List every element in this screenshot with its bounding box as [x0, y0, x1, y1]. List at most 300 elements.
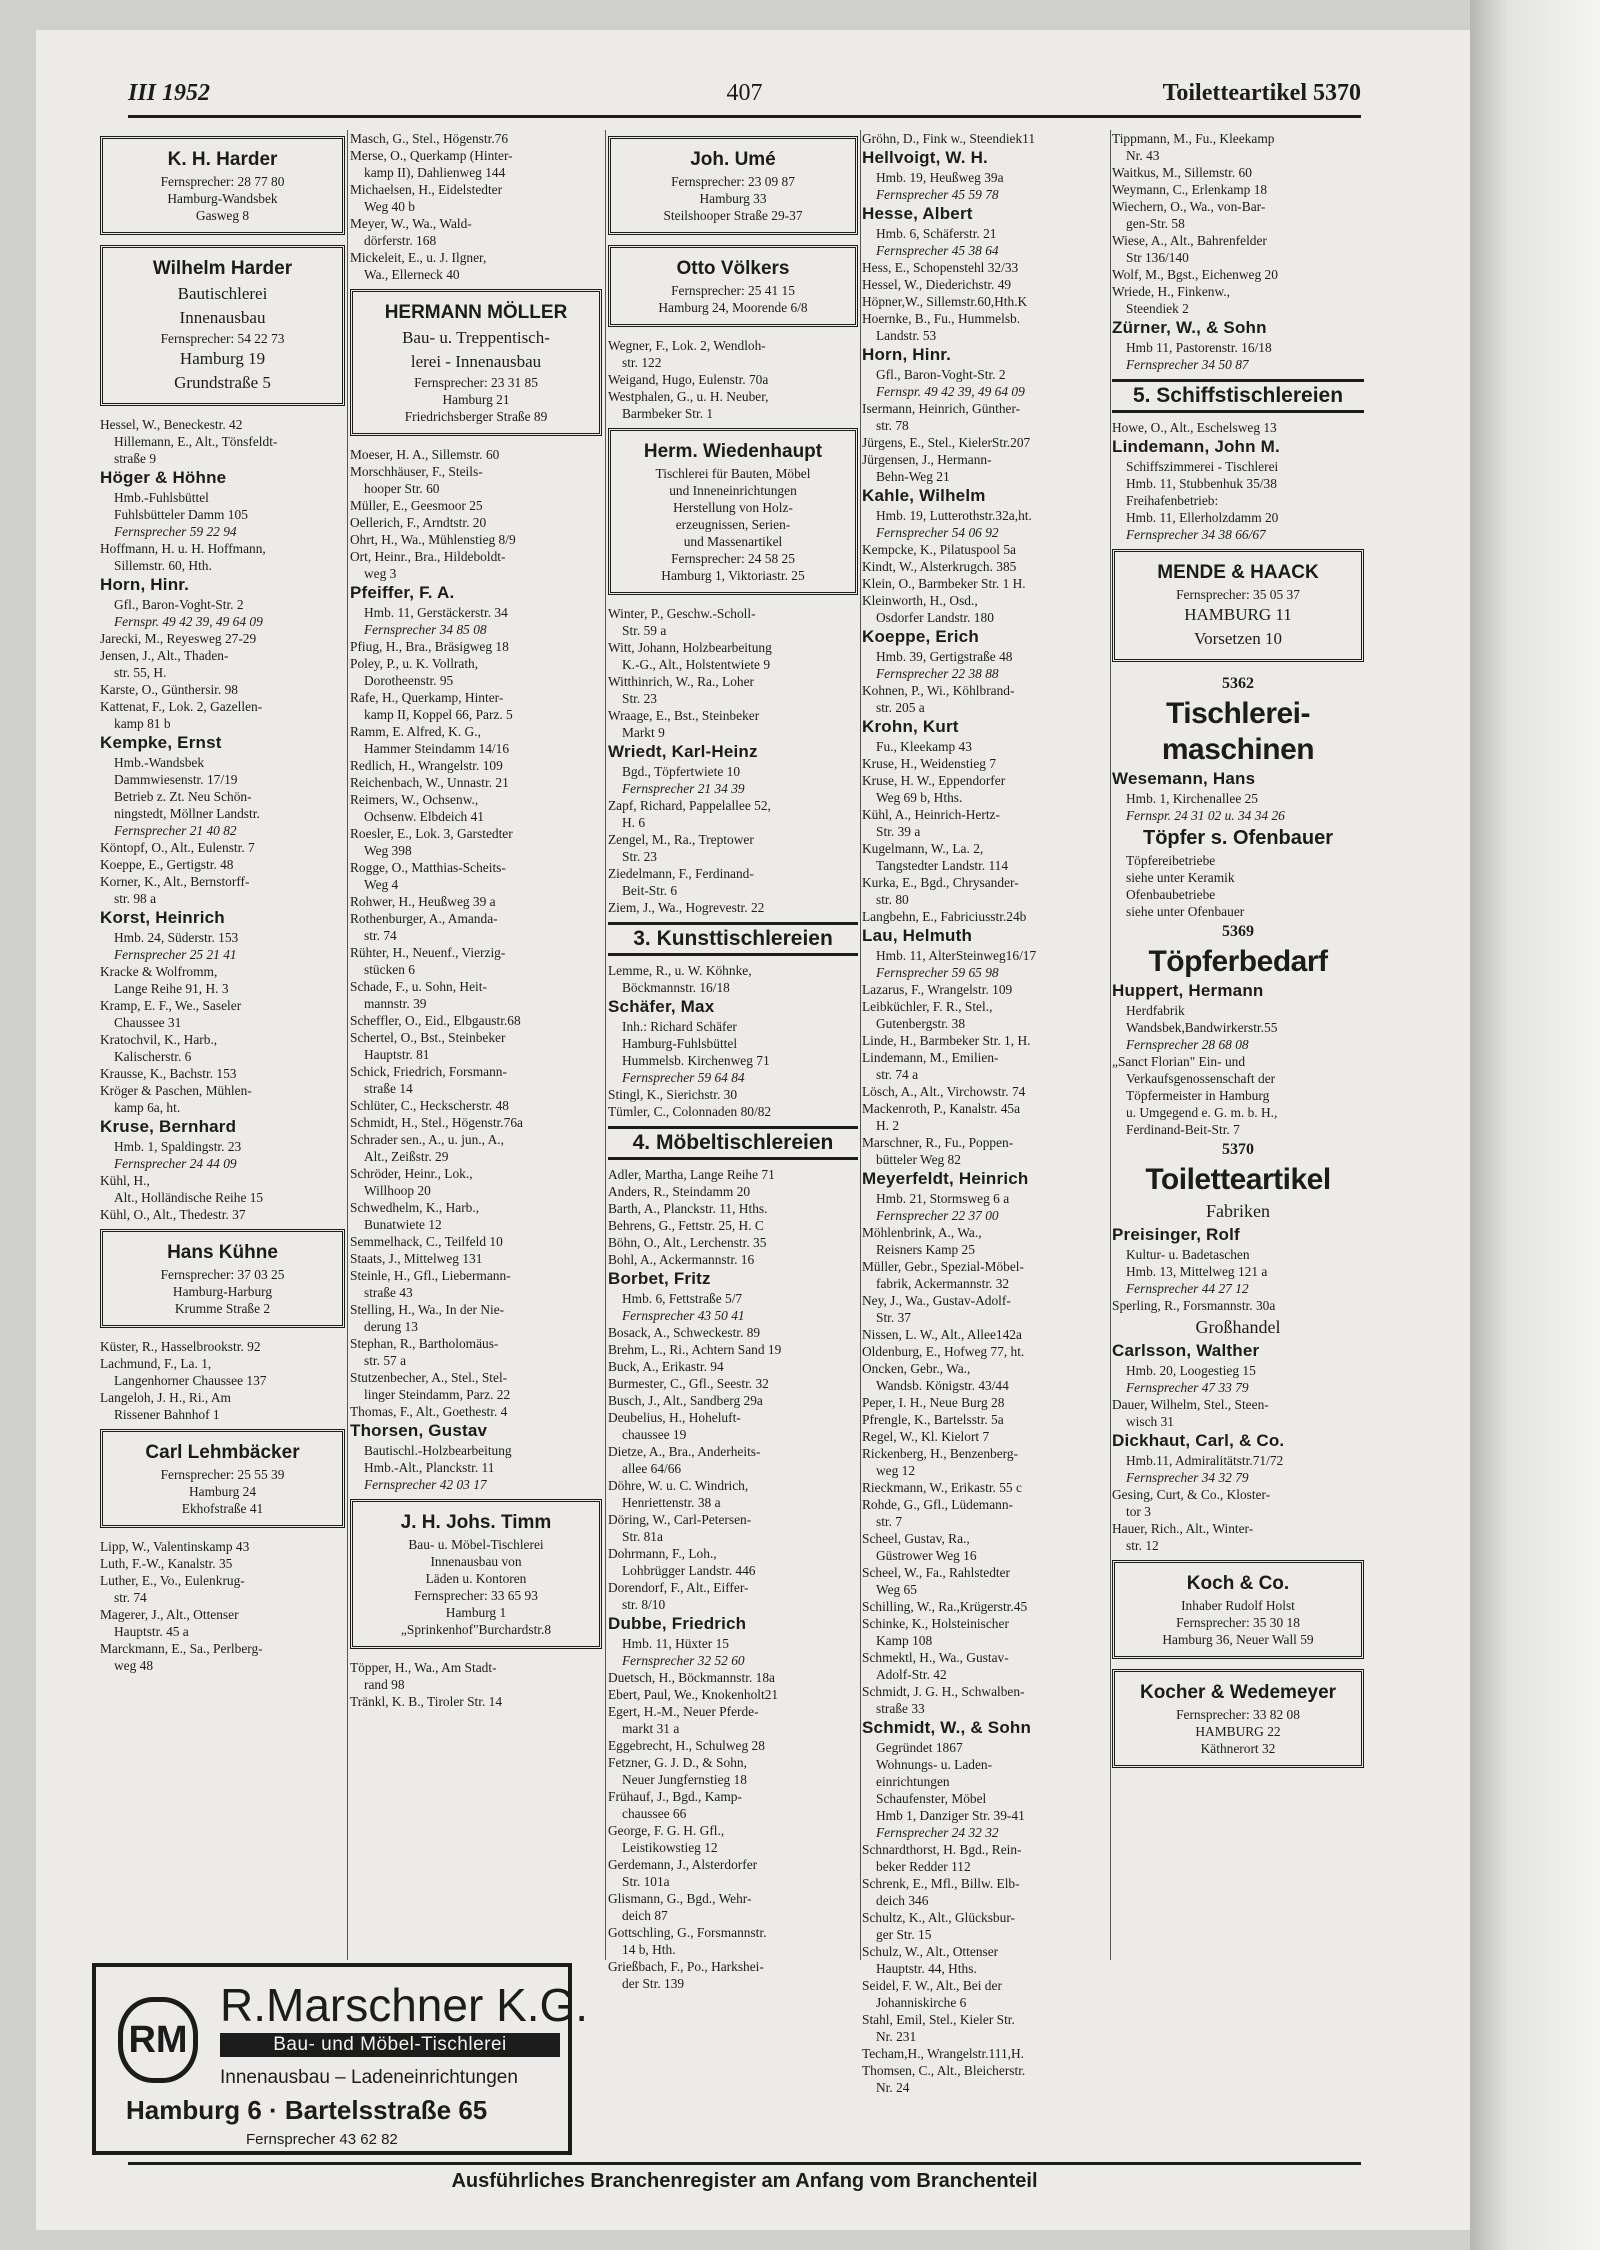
category-number: 5370 [1222, 1141, 1254, 1158]
listing-phone: Fernsprecher 43 50 41 [622, 1308, 745, 1323]
listing-line: Kröger & Paschen, Mühlen- [100, 1083, 252, 1098]
listing-line: Möhlenbrink, A., Wa., [862, 1225, 982, 1240]
listing-line: Ziem, J., Wa., Hogrevestr. 22 [608, 900, 765, 915]
advert-line: „Sprinkenhof"Burchardstr.8 [400, 1622, 552, 1637]
listing-phone: Fernsprecher 59 22 94 [114, 524, 237, 539]
listing-line: Hessel, W., Beneckestr. 42 [100, 417, 243, 432]
listing-line: K.-G., Alt., Holstentwiete 9 [622, 657, 771, 672]
advert-line: Bau- u. Treppentisch- [402, 328, 550, 347]
listing-line: Hmb. 19, Heußweg 39a [876, 170, 1004, 185]
listing-line: Gottschling, G., Forsmannstr. [608, 1925, 767, 1940]
listing-line: str. 80 [876, 892, 909, 907]
listing-line: Rickenberg, H., Benzenberg- [862, 1446, 1019, 1461]
listing-line: Verkaufsgenossenschaft der [1126, 1071, 1276, 1086]
listing-line: linger Steindamm, Parz. 22 [364, 1387, 511, 1402]
listing-line: Leistikowstieg 12 [622, 1840, 718, 1855]
listing-line: Scheel, Gustav, Ra., [862, 1531, 970, 1546]
listing-line: Hmb 11, Pastorenstr. 16/18 [1126, 340, 1272, 355]
listing-line: hooper Str. 60 [364, 481, 440, 496]
listing-line: Witthinrich, W., Ra., Loher [608, 674, 754, 689]
listing-line: kamp II, Koppel 66, Parz. 5 [364, 707, 513, 722]
listing-line: Str. 23 [622, 849, 657, 864]
advert-line: Hamburg 1, Viktoriastr. 25 [661, 568, 805, 583]
listing-line: kamp 81 b [114, 716, 171, 731]
listing-line: Masch, G., Stel., Högenstr.76 [350, 131, 509, 146]
listing-line: Hmb.11, Admiralitätstr.71/72 [1126, 1453, 1284, 1468]
listing-line: Wandsbek,Bandwirkerstr.55 [1126, 1020, 1278, 1035]
listing-line: mannstr. 39 [364, 996, 427, 1011]
listing-line: Rohde, G., Gfl., Lüdemann- [862, 1497, 1013, 1512]
listing-line: Oellerich, F., Arndtstr. 20 [350, 515, 487, 530]
listing-phone: Fernsprecher 28 68 08 [1126, 1037, 1249, 1052]
listing-line: Alt., Holländische Reihe 15 [114, 1190, 264, 1205]
listing-line: Kruse, H. W., Eppendorfer [862, 773, 1006, 788]
advert-line: Fernsprecher: 24 58 25 [671, 551, 795, 566]
listing-line: Bgd., Töpfertwiete 10 [622, 764, 741, 779]
listing-line: Seidel, F. W., Alt., Bei der [862, 1978, 1002, 1993]
listing-name: Kempke, Ernst [100, 733, 222, 752]
listing-line: Str. 81a [622, 1529, 663, 1544]
listing-name: Höger & Höhne [100, 468, 227, 487]
advert-line: Hamburg 19 [179, 349, 266, 368]
listing-phone: Fernsprecher 54 06 92 [876, 525, 999, 540]
listing-line: Thomas, F., Alt., Goethestr. 4 [350, 1404, 508, 1419]
listing-line: Töpfereibetriebe [1126, 853, 1216, 868]
listing-line: Kugelmann, W., La. 2, [862, 841, 984, 856]
marschner-address: Hamburg 6 · Bartelsstraße 65 [126, 2095, 488, 2125]
listing-line: str. 98 a [114, 891, 157, 906]
listing-line: Hauptstr. 81 [364, 1047, 430, 1062]
listing-name: Schmidt, W., & Sohn [862, 1718, 1032, 1737]
listing-phone: Fernspr. 49 42 39, 49 64 09 [114, 614, 263, 629]
marschner-services: Innenausbau – Ladeneinrichtungen [220, 2067, 518, 2088]
advert-line: Hamburg 33 [699, 191, 767, 206]
listing-line: Sperling, R., Forsmannstr. 30a [1112, 1298, 1276, 1313]
listing-line: Lange Reihe 91, H. 3 [114, 981, 229, 996]
advert-line: Inhaber Rudolf Holst [1181, 1598, 1295, 1613]
listing-line: Pfrengle, K., Bartelsstr. 5a [862, 1412, 1004, 1427]
listing-line: weg 3 [364, 566, 397, 581]
listing-line: Rafe, H., Querkamp, Hinter- [350, 690, 504, 705]
listing-line: Döring, W., Carl-Petersen- [608, 1512, 752, 1527]
advert-title: Joh. Umé [690, 149, 776, 170]
listing-line: Lindemann, M., Emilien- [862, 1050, 999, 1065]
listing-line: Luth, F.-W., Kanalstr. 35 [100, 1556, 233, 1571]
listing-line: Hmb. 6, Schäferstr. 21 [876, 226, 997, 241]
listing-phone: Fernsprecher 24 32 32 [876, 1825, 999, 1840]
listing-name: Dubbe, Friedrich [608, 1614, 747, 1633]
listing-line: Böckmannstr. 16/18 [622, 980, 730, 995]
listing-line: Ziedelmann, F., Ferdinand- [608, 866, 754, 881]
listing-line: Dohrmann, F., Loh., [608, 1546, 717, 1561]
listing-phone: Fernsprecher 42 03 17 [364, 1477, 487, 1492]
listing-line: Reichenbach, W., Unnastr. 21 [350, 775, 509, 790]
listing-line: Zengel, M., Ra., Treptower [608, 832, 754, 847]
listing-name: Meyerfeldt, Heinrich [862, 1169, 1029, 1188]
listing-name: Korst, Heinrich [100, 908, 225, 927]
listing-line: Howe, O., Alt., Eschelsweg 13 [1112, 420, 1277, 435]
listing-line: Hummelsb. Kirchenweg 71 [622, 1053, 770, 1068]
listing-line: Sillemstr. 60, Hth. [114, 558, 212, 573]
listing-line: Barth, A., Planckstr. 11, Hths. [608, 1201, 768, 1216]
advert-title: Carl Lehmbäcker [145, 1442, 300, 1463]
listing-phone: Fernsprecher 59 64 84 [622, 1070, 745, 1085]
listing-line: Hmb. 21, Stormsweg 6 a [876, 1191, 1010, 1206]
listing-line: Schröder, Heinr., Lok., [350, 1166, 473, 1181]
listing-line: Schrader sen., A., u. jun., A., [350, 1132, 504, 1147]
listing-line: Bautischl.-Holzbearbeitung [364, 1443, 512, 1458]
category-title: Tischlerei- [1165, 697, 1311, 730]
listing-line: ger Str. 15 [876, 1927, 932, 1942]
listing-line: Tippmann, M., Fu., Kleekamp [1112, 131, 1275, 146]
listing-line: Töpfermeister in Hamburg [1126, 1088, 1270, 1103]
listing-line: Linde, H., Barmbeker Str. 1, H. [862, 1033, 1031, 1048]
column-3 [608, 130, 858, 1991]
listing-line: Weg 65 [876, 1582, 917, 1597]
listing-line: Schrenk, E., Mfl., Billw. Elb- [862, 1876, 1020, 1891]
listing-line: Nr. 231 [876, 2029, 917, 2044]
listing-line: markt 31 a [622, 1721, 680, 1736]
listing-line: Müller, Gebr., Spezial-Möbel- [862, 1259, 1024, 1274]
listing-line: Weigand, Hugo, Eulenstr. 70a [608, 372, 769, 387]
advert-line: Fernsprecher: 35 05 37 [1176, 587, 1300, 602]
listing-line: bütteler Weg 82 [876, 1152, 961, 1167]
listing-line: Osdorfer Landstr. 180 [876, 610, 994, 625]
listing-line: Duetsch, H., Böckmannstr. 18a [608, 1670, 775, 1685]
column-divider [860, 130, 861, 1960]
advert-line: Läden u. Kontoren [425, 1571, 527, 1586]
advert-line: Bau- u. Möbel-Tischlerei [408, 1537, 544, 1552]
listing-line: Ebert, Paul, We., Knokenholt21 [608, 1687, 779, 1702]
listing-phone: Fernspr. 24 31 02 u. 34 34 26 [1126, 808, 1285, 823]
advert-box [608, 136, 858, 235]
listing-line: Hmb. 39, Gertigstraße 48 [876, 649, 1013, 664]
advert-line: lerei - Innenausbau [410, 352, 542, 371]
listing-line: Str. 23 [622, 691, 657, 706]
listing-line: Schaufenster, Möbel [876, 1791, 987, 1806]
listing-name: Borbet, Fritz [608, 1269, 711, 1288]
listing-line: Kratochvil, K., Harb., [100, 1032, 218, 1047]
listing-line: Pfiug, H., Bra., Bräsigweg 18 [350, 639, 509, 654]
listing-line: Scheel, W., Fa., Rahlstedter [862, 1565, 1011, 1580]
listing-line: Moeser, H. A., Sillemstr. 60 [350, 447, 500, 462]
listing-line: Leibküchler, F. R., Stel., [862, 999, 993, 1014]
listing-line: Kurka, E., Bgd., Chrysander- [862, 875, 1019, 890]
listing-line: Poley, P., u. K. Vollrath, [350, 656, 479, 671]
listing-line: u. Umgegend e. G. m. b. H., [1126, 1105, 1278, 1120]
listing-line: Morschhäuser, F., Steils- [350, 464, 483, 479]
listing-line: Str. 39 a [876, 824, 921, 839]
listing-line: Bunatwiete 12 [364, 1217, 442, 1232]
listing-line: Ney, J., Wa., Gustav-Adolf- [862, 1293, 1011, 1308]
advert-box [1112, 1560, 1364, 1659]
listing-line: Roesler, E., Lok. 3, Garstedter [350, 826, 513, 841]
category-heading: 4. Möbeltischlereien [608, 1126, 858, 1160]
advert-line: Fernsprecher: 28 77 80 [160, 174, 285, 189]
listing-line: Marschner, R., Fu., Poppen- [862, 1135, 1014, 1150]
listing-line: Hmb. 1, Kirchenallee 25 [1126, 791, 1259, 806]
listing-line: Gfl., Baron-Voght-Str. 2 [114, 597, 244, 612]
listing-line: Koeppe, E., Gertigstr. 48 [100, 857, 234, 872]
advert-box [1112, 549, 1364, 662]
listing-line: Dietze, A., Bra., Anderheits- [608, 1444, 761, 1459]
listing-line: Dauer, Wilhelm, Stel., Steen- [1112, 1397, 1269, 1412]
listing-phone: Fernsprecher 24 44 09 [114, 1156, 237, 1171]
listing-line: Hmb.-Fuhlsbüttel [114, 490, 209, 505]
advert-line: Fernsprecher: 23 09 87 [671, 174, 795, 189]
listing-line: Kühl, H., [100, 1173, 150, 1188]
listing-line: Bosack, A., Schweckestr. 89 [608, 1325, 761, 1340]
listing-line: str. 205 a [876, 700, 925, 715]
advert-box [350, 289, 602, 436]
listing-line: Dorotheenstr. 95 [364, 673, 454, 688]
listing-line: straße 9 [114, 451, 157, 466]
advert-title: Herm. Wiedenhaupt [643, 441, 823, 462]
advert-box [608, 428, 858, 595]
listing-line: str. 55, H. [114, 665, 167, 680]
listing-line: Güstrower Weg 16 [876, 1548, 977, 1563]
listing-phone: Fernsprecher 22 37 00 [876, 1208, 999, 1223]
listing-line: Alt., Zeißstr. 29 [364, 1149, 449, 1164]
listing-line: weg 48 [114, 1658, 154, 1673]
listing-phone: Fernsprecher 45 59 78 [876, 187, 999, 202]
listing-line: Wa., Ellerneck 40 [364, 267, 460, 282]
listing-line: Marckmann, E., Sa., Perlberg- [100, 1641, 263, 1656]
listing-line: Wraage, E., Bst., Steinbeker [608, 708, 760, 723]
advert-line: und Inneneinrichtungen [669, 483, 797, 498]
listing-line: Chaussee 31 [114, 1015, 182, 1030]
listing-line: Ramm, E. Alfred, K. G., [350, 724, 481, 739]
listing-line: Schwedhelm, K., Harb., [350, 1200, 480, 1215]
listing-line: Höpner,W., Sillemstr.60,Hth.K [862, 294, 1028, 309]
column-1 [100, 130, 345, 1960]
listing-line: Schlüter, C., Heckscherstr. 48 [350, 1098, 509, 1113]
column-divider [1110, 130, 1111, 1960]
listing-line: Müller, E., Geesmoor 25 [350, 498, 483, 513]
listing-line: Kleinworth, H., Osd., [862, 593, 978, 608]
listing-line: Lachmund, F., La. 1, [100, 1356, 212, 1371]
listing-line: Eggebrecht, H., Schulweg 28 [608, 1738, 765, 1753]
listing-line: Meyer, W., Wa., Wald- [350, 216, 472, 231]
listing-name: Lau, Helmuth [862, 926, 973, 945]
column-divider [605, 130, 606, 1960]
listing-line: Schmidt, J. G. H., Schwalben- [862, 1684, 1025, 1699]
listing-line: Hamburg-Fuhlsbüttel [622, 1036, 738, 1051]
listing-line: siehe unter Ofenbauer [1126, 904, 1245, 919]
marschner-company-name: R.Marschner K.G. [220, 1979, 589, 2031]
listing-line: Kohnen, P., Wi., Köhlbrand- [862, 683, 1015, 698]
listing-line: Str. 37 [876, 1310, 911, 1325]
listing-line: H. 2 [876, 1118, 900, 1133]
listing-line: Waitkus, M., Sillemstr. 60 [1112, 165, 1252, 180]
advert-line: Fernsprecher: 33 82 08 [1176, 1707, 1300, 1722]
listing-line: Hillemann, E., Alt., Tönsfeldt- [114, 434, 278, 449]
listing-line: Kühl, O., Alt., Thedestr. 37 [100, 1207, 246, 1222]
listing-line: Herdfabrik [1126, 1003, 1185, 1018]
advert-line: Fernsprecher: 23 31 85 [414, 375, 538, 390]
listing-line: Töpper, H., Wa., Am Stadt- [350, 1660, 497, 1675]
listing-line: Lipp, W., Valentinskamp 43 [100, 1539, 250, 1554]
listing-line: Luther, E., Vo., Eulenkrug- [100, 1573, 245, 1588]
advert-line: Fernsprecher: 37 03 25 [160, 1267, 285, 1282]
listing-line: kamp II), Dahlienweg 144 [364, 165, 506, 180]
listing-line: Oldenburg, E., Hofweg 77, ht. [862, 1344, 1025, 1359]
listing-name: Lindemann, John M. [1112, 437, 1280, 456]
listing-line: Westphalen, G., u. H. Neuber, [608, 389, 769, 404]
advert-line: und Massenartikel [683, 534, 783, 549]
listing-line: beker Redder 112 [876, 1859, 971, 1874]
listing-line: deich 346 [876, 1893, 929, 1908]
listing-line: Scheffler, O., Eid., Elbgaustr.68 [350, 1013, 521, 1028]
marschner-advertisement [92, 1963, 589, 2155]
listing-line: allee 64/66 [622, 1461, 682, 1476]
listing-line: Behn-Weg 21 [876, 469, 950, 484]
advert-box [350, 1499, 602, 1649]
advert-line: Grundstraße 5 [174, 373, 271, 392]
listing-line: Rohwer, H., Heußweg 39 a [350, 894, 496, 909]
listing-line: Johanniskirche 6 [876, 1995, 967, 2010]
listing-line: Jürgens, E., Stel., KielerStr.207 [862, 435, 1031, 450]
listing-line: Adler, Martha, Lange Reihe 71 [608, 1167, 775, 1182]
listing-line: straße 43 [364, 1285, 413, 1300]
listing-line: Schick, Friedrich, Forsmann- [350, 1064, 507, 1079]
advert-line: Vorsetzen 10 [1194, 629, 1282, 648]
listing-line: Str. 101a [622, 1874, 670, 1889]
listing-line: Hmb 1, Danziger Str. 39-41 [876, 1808, 1025, 1823]
listing-line: Hess, E., Schopenstehl 32/33 [862, 260, 1019, 275]
advert-line: Hamburg 1 [445, 1605, 507, 1620]
listing-line: Michaelsen, H., Eidelstedter [350, 182, 503, 197]
listing-line: 14 b, Hth. [622, 1942, 676, 1957]
listing-line: Weg 4 [364, 877, 399, 892]
category-title: maschinen [1161, 733, 1315, 766]
listing-line: Stingl, K., Sierichstr. 30 [608, 1087, 738, 1102]
listing-name: Wesemann, Hans [1112, 769, 1256, 788]
listing-name: Huppert, Hermann [1112, 981, 1264, 1000]
listing-line: Glismann, G., Bgd., Wehr- [608, 1891, 752, 1906]
listing-line: Tümler, C., Colonnaden 80/82 [608, 1104, 772, 1119]
listing-line: Kramp, E. F., We., Saseler [100, 998, 242, 1013]
advert-line: HAMBURG 22 [1195, 1724, 1281, 1739]
listing-line: Peper, I. H., Neue Burg 28 [862, 1395, 1005, 1410]
listing-line: str. 7 [876, 1514, 903, 1529]
listing-line: Rieckmann, W., Erikastr. 55 c [862, 1480, 1022, 1495]
listing-line: Weg 40 b [364, 199, 415, 214]
advert-line: Herstellung von Holz- [673, 500, 793, 515]
listing-line: Egert, H.-M., Neuer Pferde- [608, 1704, 759, 1719]
listing-line: Willhoop 20 [364, 1183, 431, 1198]
listing-phone: Fernsprecher 34 50 87 [1126, 357, 1249, 372]
column-5 [1112, 130, 1364, 1960]
advert-title: HERMANN MÖLLER [384, 302, 568, 323]
advert-line: Steilshooper Straße 29-37 [663, 208, 803, 223]
listing-name: Thorsen, Gustav [350, 1421, 488, 1440]
column-2 [350, 130, 602, 1960]
listing-line: Hmb.-Wandsbek [114, 755, 205, 770]
listing-line: Str 136/140 [1126, 250, 1189, 265]
listing-line: Mackenroth, P., Kanalstr. 45a [862, 1101, 1021, 1116]
listing-line: Hammer Steindamm 14/16 [364, 741, 510, 756]
listing-line: Böhn, O., Alt., Lerchenstr. 35 [608, 1235, 767, 1250]
listing-line: Kruse, H., Weidenstieg 7 [862, 756, 997, 771]
listing-line: dörferstr. 168 [364, 233, 437, 248]
listing-line: Hmb. 11, Ellerholzdamm 20 [1126, 510, 1279, 525]
advert-line: Fernsprecher: 33 65 93 [414, 1588, 538, 1603]
listing-line: Freihafenbetrieb: [1126, 493, 1219, 508]
listing-line: Hmb. 11, Gerstäckerstr. 34 [364, 605, 508, 620]
listing-line: str. 8/10 [622, 1597, 666, 1612]
listing-line: Tangstedter Landstr. 114 [876, 858, 1009, 873]
listing-line: Lösch, A., Alt., Virchowstr. 74 [862, 1084, 1026, 1099]
listing-line: deich 87 [622, 1908, 668, 1923]
listing-line: Neuer Jungfernstieg 18 [622, 1772, 747, 1787]
listing-line: Hmb. 11, Stubbenhuk 35/38 [1126, 476, 1277, 491]
listing-line: Tränkl, K. B., Tiroler Str. 14 [350, 1694, 503, 1709]
listing-line: Langbehn, E., Fabriciusstr.24b [862, 909, 1027, 924]
advert-line: Hamburg 36, Neuer Wall 59 [1162, 1632, 1314, 1647]
listing-line: Stelling, H., Wa., In der Nie- [350, 1302, 505, 1317]
subcategory-heading: Fabriken [1206, 1201, 1270, 1221]
listing-line: Karste, O., Günthersir. 98 [100, 682, 238, 697]
listing-line: Magerer, J., Alt., Ottenser [100, 1607, 239, 1622]
listing-line: Hoernke, B., Fu., Hummelsb. [862, 311, 1021, 326]
listing-phone: Fernsprecher 44 27 12 [1126, 1281, 1249, 1296]
listing-line: Ferdinand-Beit-Str. 7 [1126, 1122, 1240, 1137]
listing-line: Wiese, A., Alt., Bahrenfelder [1112, 233, 1267, 248]
listing-line: Beit-Str. 6 [622, 883, 678, 898]
listing-line: Oncken, Gebr., Wa., [862, 1361, 971, 1376]
listing-phone: Fernsprecher 34 85 08 [364, 622, 487, 637]
listing-line: Dammwiesenstr. 17/19 [114, 772, 238, 787]
page-footer-notice: Ausführliches Branchenregister am Anfang vom Branchenteil [128, 2162, 1361, 2198]
listing-line: Fu., Kleekamp 43 [876, 739, 972, 754]
listing-line: Lazarus, F., Wrangelstr. 109 [862, 982, 1013, 997]
listing-line: Burmester, C., Gfl., Seestr. 32 [608, 1376, 769, 1391]
category-number: 5362 [1222, 675, 1254, 692]
listing-line: Anders, R., Steindamm 20 [608, 1184, 751, 1199]
listing-phone: Fernsprecher 22 38 88 [876, 666, 999, 681]
listing-line: straße 14 [364, 1081, 413, 1096]
advert-line: Krumme Straße 2 [174, 1301, 271, 1316]
listing-line: chaussee 19 [622, 1427, 687, 1442]
listing-line: Küster, R., Hasselbrookstr. 92 [100, 1339, 261, 1354]
listing-line: Döhre, W. u. C. Windrich, [608, 1478, 749, 1493]
listing-name: Hesse, Albert [862, 204, 973, 223]
advert-box [100, 1229, 345, 1328]
listing-line: straße 33 [876, 1701, 925, 1716]
listing-line: Jarecki, M., Reyesweg 27-29 [100, 631, 257, 646]
listing-line: Hessel, W., Diederichstr. 49 [862, 277, 1012, 292]
advert-line: Hamburg 21 [442, 392, 510, 407]
listing-line: Henriettenstr. 38 a [622, 1495, 721, 1510]
listing-line: siehe unter Keramik [1126, 870, 1235, 885]
listing-line: Gutenbergstr. 38 [876, 1016, 966, 1031]
listing-line: Langeloh, J. H., Ri., Am [100, 1390, 231, 1405]
listing-name: Pfeiffer, F. A. [350, 583, 455, 602]
listing-line: der Str. 139 [622, 1976, 685, 1991]
listing-name: Dickhaut, Carl, & Co. [1112, 1431, 1285, 1450]
listing-phone: Fernsprecher 59 65 98 [876, 965, 999, 980]
listing-line: Wohnungs- u. Laden- [876, 1757, 993, 1772]
listing-line: Behrens, G., Fettstr. 25, H. C [608, 1218, 764, 1233]
listing-line: Reimers, W., Ochsenw., [350, 792, 479, 807]
listing-line: H. 6 [622, 815, 646, 830]
listing-line: Wriede, H., Finkenw., [1112, 284, 1230, 299]
listing-line: Weg 69 b, Hths. [876, 790, 963, 805]
listing-line: Lohbrügger Landstr. 446 [622, 1563, 756, 1578]
listing-line: Nissen, L. W., Alt., Allee142a [862, 1327, 1022, 1342]
category-title: Töpferbedarf [1148, 945, 1328, 978]
